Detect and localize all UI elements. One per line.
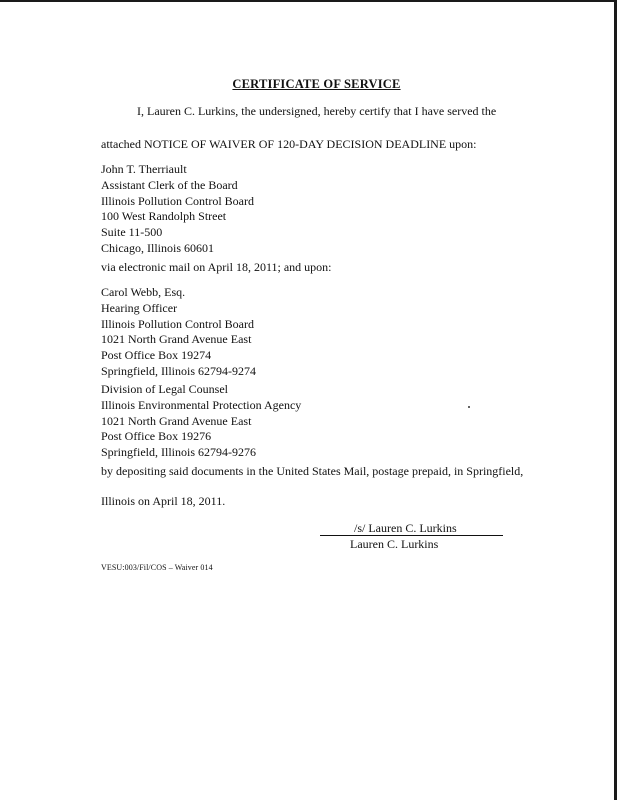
address-line: 1021 North Grand Avenue East <box>101 332 252 347</box>
address-line: Post Office Box 19276 <box>101 429 212 444</box>
address-line: Hearing Officer <box>101 300 178 315</box>
intro-line-1: I, Lauren C. Lurkins, the undersigned, hereby certify that I have served the <box>137 104 497 118</box>
scan-speck <box>468 406 470 408</box>
signature-line: /s/ Lauren C. Lurkins <box>320 521 503 536</box>
address-line: 1021 North Grand Avenue East <box>101 413 252 428</box>
address-line: Suite 11-500 <box>101 225 163 240</box>
address-line: Post Office Box 19274 <box>101 348 212 363</box>
address-line: Assistant Clerk of the Board <box>101 177 238 192</box>
address-line: Illinois Environmental Protection Agency <box>101 397 302 412</box>
document-title: CERTIFICATE OF SERVICE <box>232 77 401 91</box>
address-line: Chicago, Illinois 60601 <box>101 240 214 255</box>
address-line: John T. Therriault <box>101 162 187 176</box>
mail-line-2: Illinois on April 18, 2011. <box>101 494 226 508</box>
address-line: Illinois Pollution Control Board <box>101 316 255 331</box>
signer-name: Lauren C. Lurkins <box>350 537 439 551</box>
address-line: 100 West Randolph Street <box>101 209 227 224</box>
footer-reference: VESU:003/Fil/COS – Waiver 014 <box>101 563 213 572</box>
address-line: Illinois Pollution Control Board <box>101 193 255 208</box>
address-line: Carol Webb, Esq. <box>101 285 186 299</box>
address-line: Division of Legal Counsel <box>101 382 228 396</box>
via-email-line: via electronic mail on April 18, 2011; and upon: <box>101 260 332 274</box>
scan-edge-top <box>0 0 617 2</box>
address-line: Springfield, Illinois 62794-9276 <box>101 445 256 460</box>
mail-line-1: by depositing said documents in the United States Mail, postage prepaid, in Springfield, <box>101 464 524 478</box>
intro-line-2: attached NOTICE OF WAIVER OF 120-DAY DECISION DEADLINE upon: <box>101 137 477 151</box>
recipient-address-3 <box>101 382 301 461</box>
recipient-address-2 <box>101 285 256 380</box>
address-line: Springfield, Illinois 62794-9274 <box>101 363 256 378</box>
recipient-address-1 <box>101 162 254 257</box>
